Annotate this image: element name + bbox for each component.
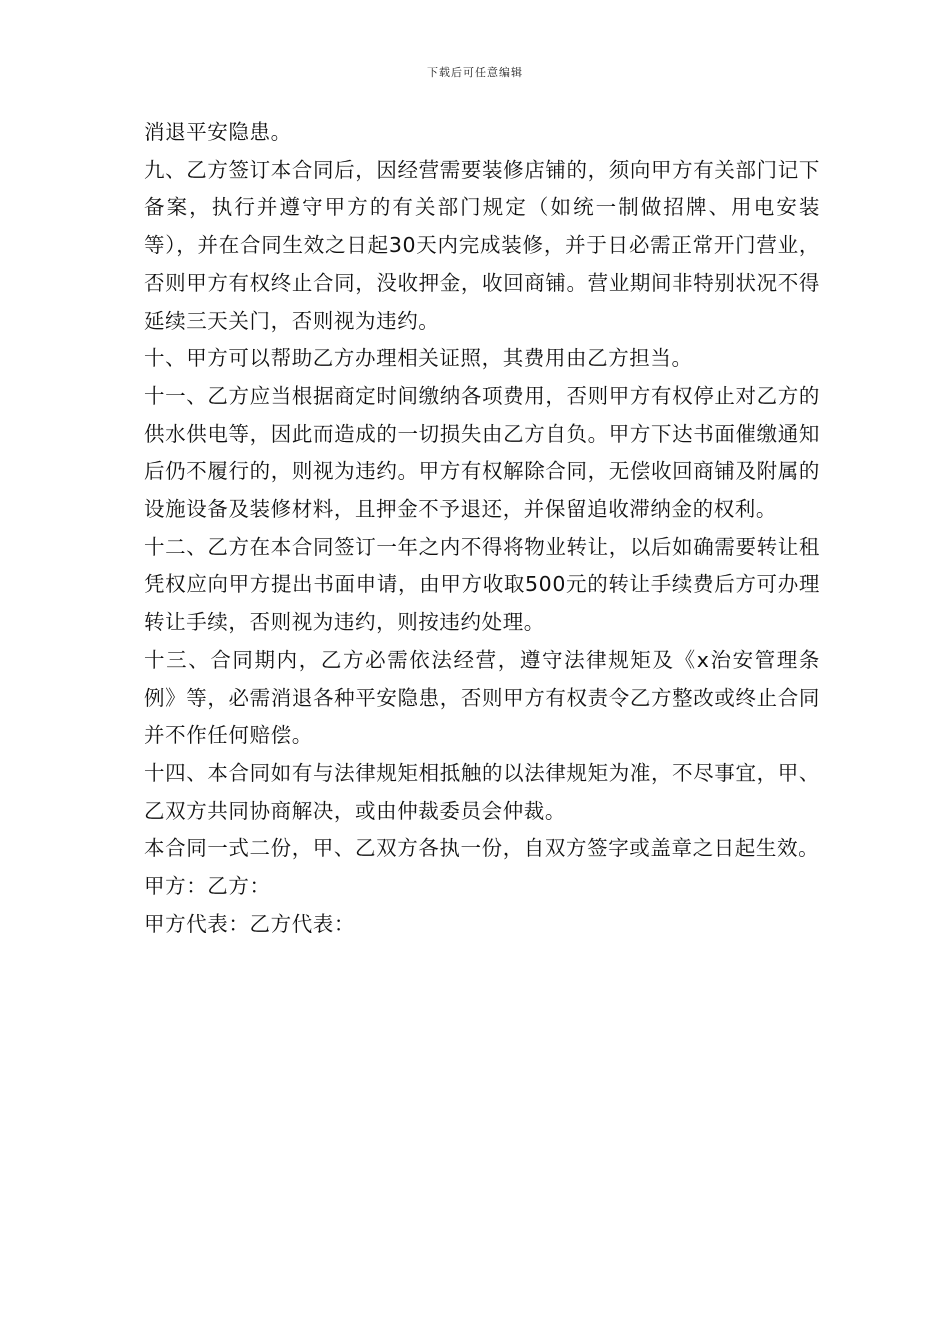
signature-parties: 甲方：乙方： <box>144 874 271 899</box>
clause-10-licenses: 十、甲方可以帮助乙方办理相关证照，其费用由乙方担当。 <box>144 346 693 371</box>
page-header: 下载后可任意编辑 <box>427 66 523 79</box>
signature-representatives: 甲方代表：乙方代表： <box>144 911 355 936</box>
paragraph-safety-note: 消退平安隐患。 <box>144 120 292 144</box>
clause-12-transfer: 十二、乙方在本合同签订一年之内不得将物业转让，以后如确需要转让租凭权应向甲方提出书面申请，由甲方收取500元的转让手续费后方可办理转让手续，否则视为违约，则按违约处理。 <box>144 534 820 635</box>
document-body <box>144 114 820 943</box>
clause-11-fees: 十一、乙方应当根据商定时间缴纳各项费用，否则甲方有权停止对乙方的供水供电等，因此而造成的一切损失由乙方自负。甲方下达书面催缴通知后仍不履行的，则视为违约。甲方有权解除合同，无偿收回商铺及附属的设施设备及装修材料，且押金不予退还，并保留追收滞纳金的权利。 <box>144 383 820 522</box>
clause-14-disputes: 十四、本合同如有与法律规矩相抵触的以法律规矩为准，不尽事宜，甲、乙双方共同协商解决，或由仲裁委员会仲裁。 <box>144 760 820 823</box>
copies-and-effect: 本合同一式二份，甲、乙双方各执一份，自双方签字或盖章之日起生效。 <box>144 836 820 861</box>
clause-9-renovation: 九、乙方签订本合同后，因经营需要装修店铺的，须向甲方有关部门记下备案，执行并遵守甲方的有关部门规定（如统一制做招牌、用电安装等），并在合同生效之日起30天内完成装修，并于日必需正常开门营业，否则甲方有权终止合同，没收押金，收回商铺。营业期间非特别状况不得延续三天关门，否则视为违约。 <box>144 157 820 333</box>
clause-13-compliance: 十三、合同期内，乙方必需依法经营，遵守法律规矩及《x治安管理条例》等，必需消退各种平安隐患，否则甲方有权责令乙方整改或终止合同并不作任何赔偿。 <box>144 647 820 748</box>
